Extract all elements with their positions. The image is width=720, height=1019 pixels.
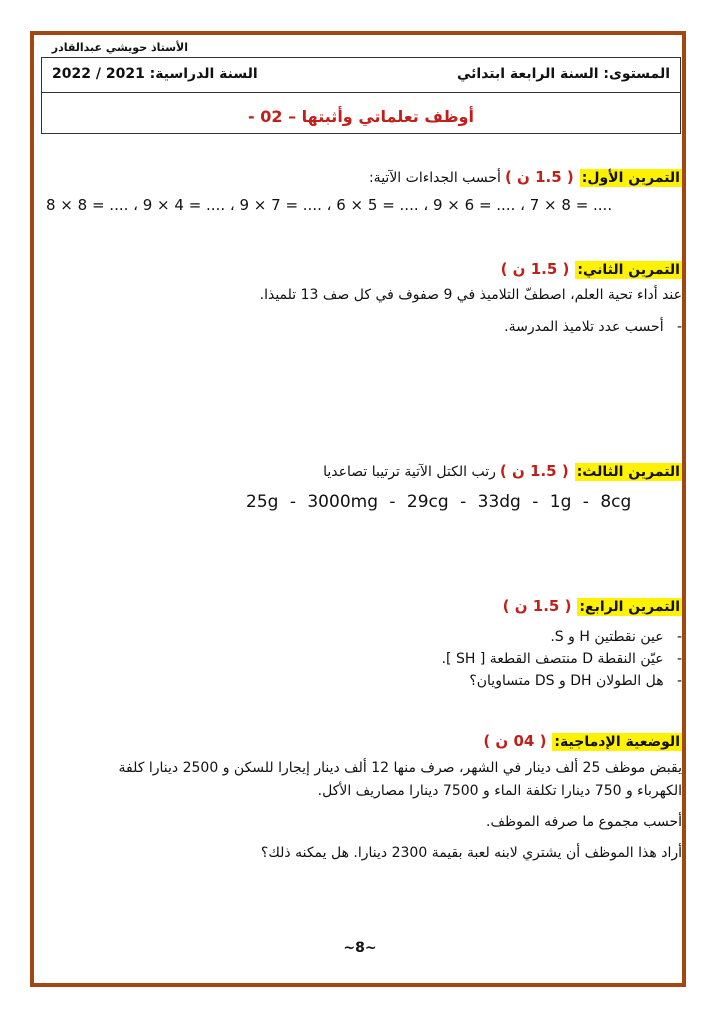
exercise-5-heading xyxy=(483,731,682,750)
exercise-4-item-3: هل الطولان DH و DS متساويان؟ xyxy=(469,673,664,689)
exercise-4-item-1: عين نقطتين H و S. xyxy=(550,629,664,645)
exercise-4-item xyxy=(550,626,682,645)
exercise-3-heading xyxy=(323,461,682,480)
exercise-2-points: ( 1.5 ن ) xyxy=(500,260,570,278)
exercise-1-heading xyxy=(369,167,682,186)
exercise-4-item-2: عيّن النقطة D منتصف القطعة [ SH ]. xyxy=(441,651,664,667)
exercise-5-question-2: أراد هذا الموظف أن يشتري لابنه لعبة بقيمة 2300 دينارا. هل يمكنه ذلك؟ xyxy=(260,845,682,861)
school-year: السنة الدراسية: 2021 / 2022 xyxy=(52,66,258,82)
exercise-5-line-1: يقبض موظف 25 ألف دينار في الشهر، صرف منها 12 ألف دينار إيجارا للسكن و 2500 دينارا كلفة xyxy=(118,760,682,776)
author-name: الأستاذ حويشي عبدالقادر xyxy=(51,41,188,54)
mass-list: 25g - 3000mg - 29cg - 33dg - 1g - 8cg xyxy=(246,492,632,512)
exercise-1-instruction: أحسب الجداءات الآتية: xyxy=(368,170,501,186)
exercise-3-instruction: رتب الكتل الآتية ترتيبا تصاعديا xyxy=(323,464,496,480)
bullet-dash: - xyxy=(663,651,682,667)
level-label: المستوى: السنة الرابعة ابتدائي xyxy=(456,66,670,82)
exercise-4-points: ( 1.5 ن ) xyxy=(502,597,572,615)
exercise-3-points: ( 1.5 ن ) xyxy=(499,462,569,480)
exercise-2-heading xyxy=(501,259,682,278)
exercise-4-heading xyxy=(503,596,682,615)
exercise-4-title: التمرين الرابع: xyxy=(579,599,680,615)
exercise-4-item xyxy=(469,670,682,689)
worksheet-title: أوظف تعلماتي وأثبتها – 02 - xyxy=(248,107,474,126)
exercise-2-title: التمرين الثاني: xyxy=(577,262,680,278)
exercise-5-line-2: الكهرباء و 750 دينارا تكلفة الماء و 7500 دينارا مصاريف الأكل. xyxy=(317,783,682,799)
header-box xyxy=(41,57,681,134)
exercise-4-item xyxy=(442,648,682,667)
exercise-1-title: التمرين الأول: xyxy=(581,170,680,186)
page-number: ~8~ xyxy=(343,940,377,956)
exercise-2-question: أحسب عدد تلاميذ المدرسة. xyxy=(504,319,664,335)
exercise-2-text: عند أداء تحية العلم، اصطفّ التلاميذ في 9 صفوف في كل صف 13 تلميذا. xyxy=(259,287,682,303)
exercise-3-title: التمرين الثالث: xyxy=(576,464,680,480)
exercise-5-points: ( 04 ن ) xyxy=(483,732,547,750)
multiplication-expressions: 8 × 8 = .... ، 9 × 4 = .... ، 9 × 7 = .... ، 6 × 5 = .... ، 9 × 6 = .... ، 7 × 8 = .... xyxy=(46,196,613,214)
bullet-dash: - xyxy=(663,673,682,689)
exercise-5-title: الوضعية الإدماجية: xyxy=(554,734,680,750)
exercise-1-points: ( 1.5 ن ) xyxy=(504,168,574,186)
exercise-2-question-row xyxy=(504,316,682,335)
bullet-dash: - xyxy=(663,629,682,645)
bullet-dash: - xyxy=(663,319,682,335)
exercise-5-question-1: أحسب مجموع ما صرفه الموظف. xyxy=(486,814,682,830)
header-row xyxy=(42,58,680,93)
